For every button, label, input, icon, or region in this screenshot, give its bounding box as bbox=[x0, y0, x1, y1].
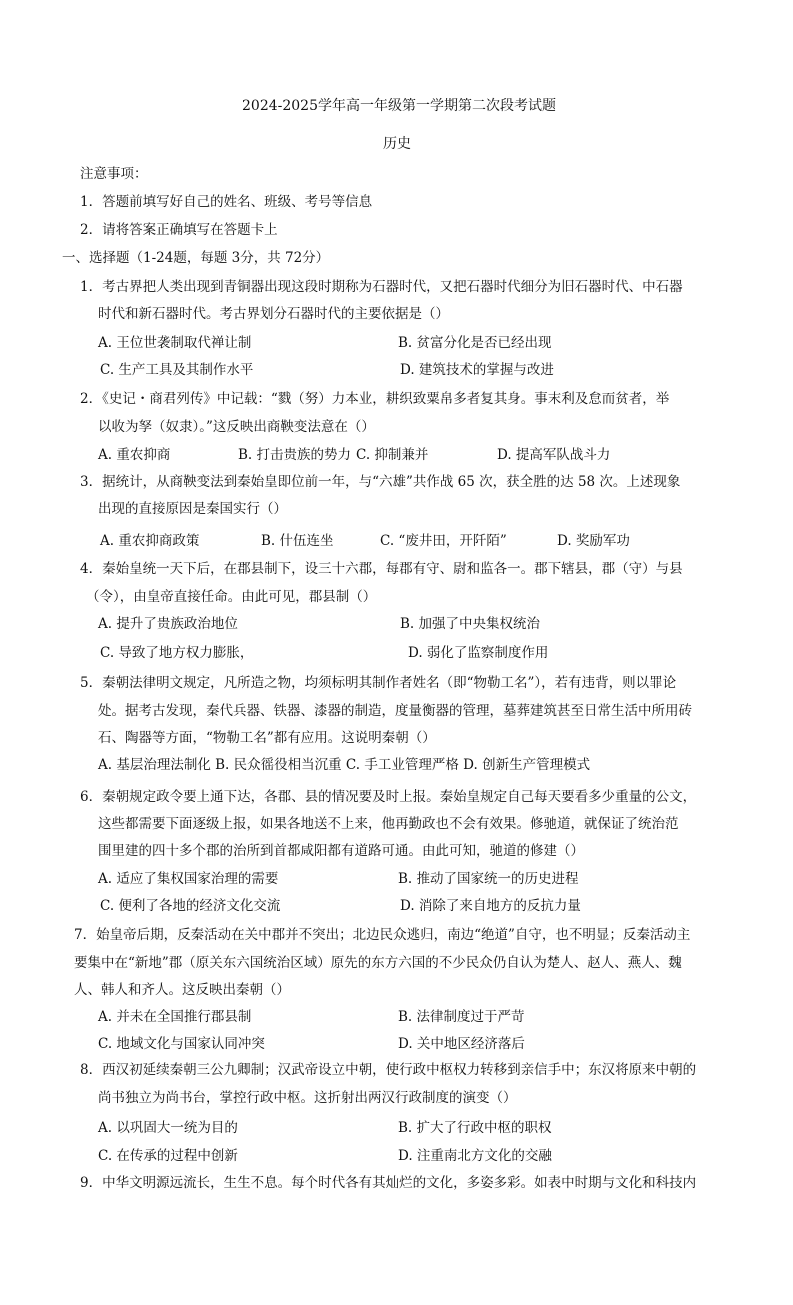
notice-heading: 注意事项： bbox=[80, 166, 148, 182]
question-text: 尚书独立为尚书台，掌控行政中枢。这折射出两汉行政制度的演变（） bbox=[98, 1090, 517, 1106]
option-d: D. 建筑技术的掌握与改进 bbox=[400, 362, 554, 378]
option-d: D. 提高军队战斗力 bbox=[497, 447, 611, 463]
question-text: 出现的直接原因是秦国实行（） bbox=[98, 501, 287, 517]
question-text: 时代和新石器时代。考古界划分石器时代的主要依据是（） bbox=[98, 306, 449, 322]
section-heading: 一、选择题（1-24题，每题 3分，共 72分） bbox=[62, 250, 330, 266]
option-b: B. 加强了中央集权统治 bbox=[400, 616, 541, 632]
option-a: A. 以巩固大一统为目的 bbox=[98, 1120, 238, 1136]
option-c: C. 抑制兼并 bbox=[356, 447, 429, 463]
question-text: 要集中在“新地”郡（原关东六国统治区域）原先的东方六国的不少民众仍自认为楚人、赵人、燕人、魏 bbox=[74, 955, 682, 971]
option-d: D. 消除了来自地方的反抗力量 bbox=[400, 898, 581, 914]
option-c: C. “废井田，开阡陌” bbox=[380, 533, 507, 549]
option-c: C. 便利了各地的经济文化交流 bbox=[100, 898, 281, 914]
option-a: A. 提升了贵族政治地位 bbox=[98, 616, 238, 632]
notice-item: 2．请将答案正确填写在答题卡上 bbox=[80, 222, 278, 238]
option-c: C. 在传承的过程中创新 bbox=[98, 1148, 238, 1164]
question-text: 这些都需要下面逐级上报，如果各地送不上来，他再勤政也不会有效果。修驰道，就保证了统治范 bbox=[98, 816, 679, 832]
option-b: B. 什伍连坐 bbox=[261, 533, 334, 549]
question-text: 7．始皇帝后期，反秦活动在关中郡并不突出；北边民众逃归，南边“绝道”自守，也不明显；反秦活动主 bbox=[74, 927, 691, 943]
option-a: A. 重农抑商政策 bbox=[100, 533, 200, 549]
option-a: A. 王位世袭制取代禅让制 bbox=[98, 335, 252, 351]
option-d: D. 注重南北方文化的交融 bbox=[398, 1148, 552, 1164]
option-c: C. 地域文化与国家认同冲突 bbox=[98, 1036, 265, 1052]
question-text: 8．西汉初延续秦朝三公九卿制；汉武帝设立中朝，使行政中枢权力转移到亲信手中；东汉将原来中朝的 bbox=[80, 1062, 697, 1078]
notice-item: 1．答题前填写好自己的姓名、班级、考号等信息 bbox=[80, 194, 373, 210]
option-b: B. 打击贵族的势力 bbox=[238, 447, 352, 463]
question-text: 围里建的四十多个郡的治所到首都咸阳都有道路可通。由此可知，驰道的修建（） bbox=[98, 843, 584, 859]
option-c: C. 导致了地方权力膨胀， bbox=[100, 645, 254, 661]
subject-title: 历史 bbox=[383, 136, 411, 152]
option-b: B. 扩大了行政中枢的职权 bbox=[398, 1120, 552, 1136]
option-d: D. 奖励军功 bbox=[557, 533, 630, 549]
question-text: 以收为孥（奴隶）。”这反映出商鞅变法意在（） bbox=[98, 419, 375, 435]
option-b: B. 贫富分化是否已经出现 bbox=[398, 335, 552, 351]
option-c: C. 生产工具及其制作水平 bbox=[100, 362, 254, 378]
question-text: 3．据统计，从商鞅变法到秦始皇即位前一年，与“六雄”共作战 65 次，获全胜的达 58 次。上述现象 bbox=[80, 474, 681, 490]
question-text: 5．秦朝法律明文规定，凡所造之物，均须标明其制作者姓名（即“物勒工名”），若有违背，则以罪论 bbox=[80, 675, 677, 691]
question-text: 9．中华文明源远流长，生生不息。每个时代各有其灿烂的文化，多姿多彩。如表中时期与文化和科技内 bbox=[80, 1175, 697, 1191]
option-a: A. 适应了集权国家治理的需要 bbox=[98, 871, 279, 887]
option-a: A. 重农抑商 bbox=[98, 447, 171, 463]
question-text: （令），由皇帝直接任命。由此可见，郡县制（） bbox=[86, 589, 377, 605]
option-a: A. 并未在全国推行郡县制 bbox=[98, 1009, 252, 1025]
question-text: 1．考古界把人类出现到青铜器出现这段时期称为石器时代，又把石器时代细分为旧石器时代、中石器 bbox=[80, 279, 683, 295]
option-d: D. 弱化了监察制度作用 bbox=[408, 645, 549, 661]
question-text: 处。据考古发现，秦代兵器、铁器、漆器的制造，度量衡器的管理，墓葬建筑甚至日常生活中所用砖 bbox=[98, 703, 692, 719]
question-text: 石、陶器等方面，“物勒工名”都有应用。这说明秦朝（） bbox=[98, 730, 436, 746]
option-b: B. 推动了国家统一的历史进程 bbox=[398, 871, 579, 887]
option-row: A. 基层治理法制化 B. 民众徭役相当沉重 C. 手工业管理严格 D. 创新生产管理模式 bbox=[98, 757, 591, 773]
question-text: 4．秦始皇统一天下后，在郡县制下，设三十六郡，每郡有守、尉和监各一。郡下辖县，郡（守）与县 bbox=[80, 561, 683, 577]
question-text: 人、韩人和齐人。这反映出秦朝（） bbox=[74, 982, 290, 998]
option-d: D. 关中地区经济落后 bbox=[398, 1036, 525, 1052]
question-text: 2．《史记・商君列传》中记载：“戮（努）力本业，耕织致粟帛多者复其身。事末利及怠而贫者，举 bbox=[80, 391, 670, 407]
question-text: 6．秦朝规定政令要上通下达，各郡、县的情况要及时上报。秦始皇规定自己每天要看多少重量的公文， bbox=[80, 789, 697, 805]
exam-title: 2024-2025学年高一年级第一学期第二次段考试题 bbox=[242, 98, 556, 114]
option-b: B. 法律制度过于严苛 bbox=[398, 1009, 525, 1025]
